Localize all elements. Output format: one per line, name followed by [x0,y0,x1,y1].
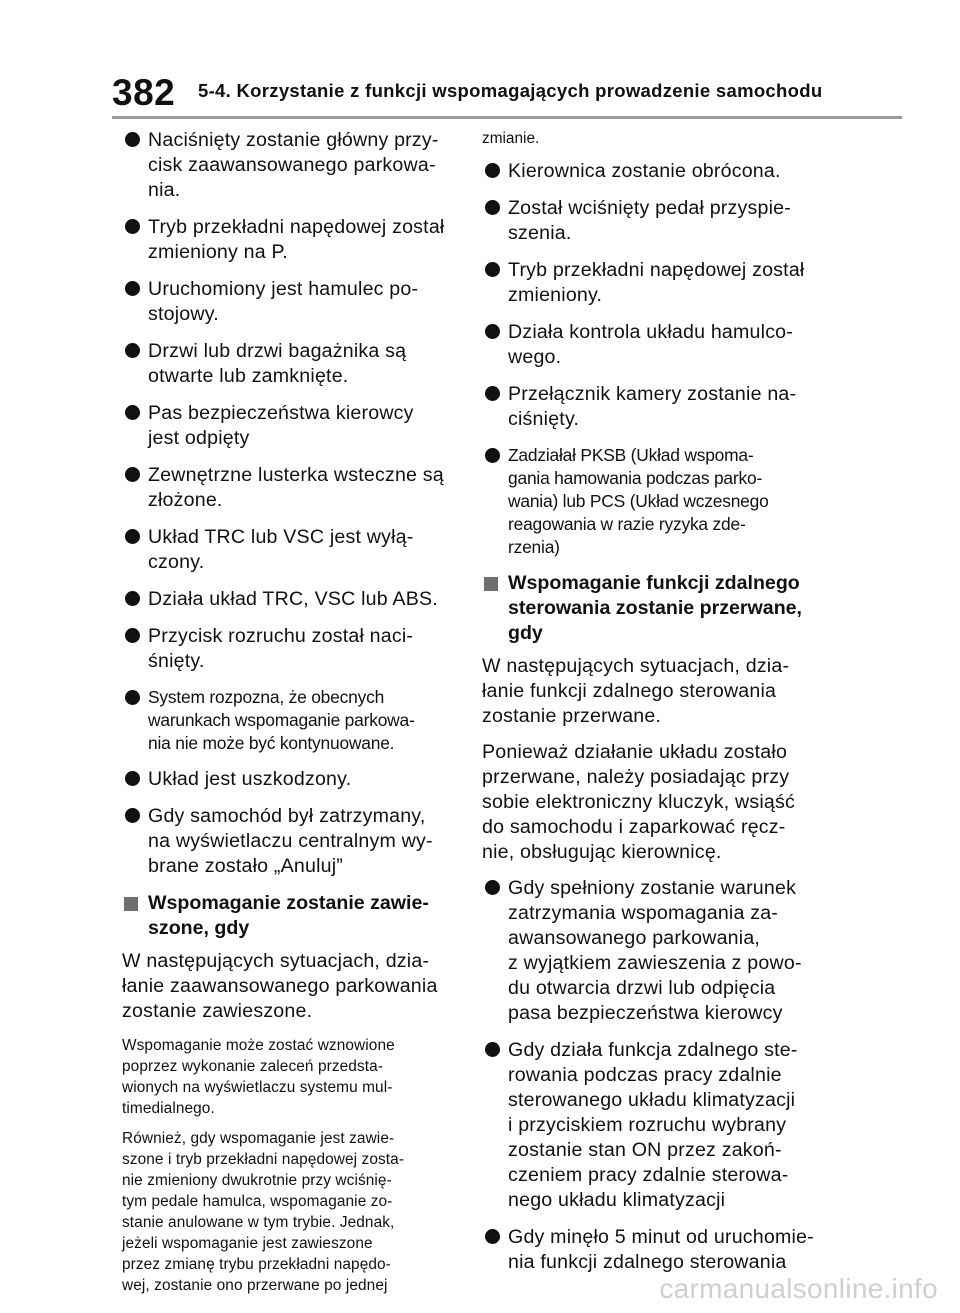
right-column [482,128,814,1287]
bullet-item [122,624,454,674]
bullet-dot-icon [125,771,140,786]
bullet-item [482,382,804,432]
text-line: brane zostało „Anuluj” [148,855,343,877]
text-line: poprzez wykonanie zaleceń przedsta- [122,1058,384,1075]
bullet-dot-icon [485,1042,500,1057]
text-line: sobie elektroniczny kluczyk, wsiąść [482,791,795,813]
text-line: Działa kontrola układu hamulco- [508,321,794,343]
bullet-dot-icon [125,529,140,544]
text-line: ciśnięty. [508,408,580,430]
text-line: warunkach wspomaganie parkowa- [148,710,415,730]
text-line: zatrzymania wspomagania za- [508,902,779,924]
text-line: Tryb przekładni napędowej został [508,259,805,281]
text-line: wania) lub PCS (Układ wczesnego [508,491,769,511]
text-line: z wyjątkiem zawieszenia z powo- [508,952,802,974]
text-line: W następujących sytuacjach, dzia- [482,655,790,677]
text-line: rowania podczas pracy zdalnie [508,1064,782,1086]
text-line: Naciśnięty zostanie główny przy- [148,129,439,151]
bullet-dot-icon [125,467,140,482]
text-line: pasa bezpieczeństwa kierowcy [508,1002,783,1024]
bullet-dot-icon [485,200,500,215]
text-line: stojowy. [148,303,219,325]
bullet-dot-icon [125,808,140,823]
text-line: Wspomaganie zostanie zawie- [148,892,429,914]
text-line: Przełącznik kamery zostanie na- [508,383,797,405]
bullet-item [482,1038,804,1213]
text-line: wej, zostanie ono przerwane po jednej [122,1277,388,1294]
text-line: sterowanego układu klimatyzacji [508,1089,796,1111]
text-line: Kierownica zostanie obrócona. [508,160,781,182]
text-line: czony. [148,551,205,573]
text-line: szone, gdy [148,917,250,939]
text-line: System rozpozna, że obecnych [148,687,385,707]
chapter-title: 5-4. Korzystanie z funkcji wspomagających prowadzenie samochodu [198,80,823,101]
note-paragraph [122,1035,454,1119]
text-line: nie, obsługując kierownicę. [482,841,722,863]
text-line: wego. [508,346,562,368]
note-paragraph [122,1128,454,1296]
text-line: zostanie przerwane. [482,705,662,727]
text-line: gdy [508,622,543,644]
text-line: reagowania w razie ryzyka zde- [508,514,746,534]
bullet-dot-icon [125,219,140,234]
bullet-item [122,128,454,203]
bullet-item [482,159,804,184]
text-line: Układ TRC lub VSC jest wyłą- [148,526,414,548]
bullet-item [122,587,454,612]
bullet-dot-icon [485,448,500,463]
bullet-item [122,215,454,265]
text-line: i przyciskiem rozruchu wybrany [508,1114,787,1136]
text-line: awansowanego parkowania, [508,927,761,949]
text-line: gania hamowania podczas parko- [508,468,763,488]
section-heading [122,891,454,941]
bullet-item [482,1225,814,1275]
text-line: przez zmianę trybu przekładni napędo- [122,1256,391,1273]
bullet-item [122,767,454,792]
text-line: jeżeli wspomaganie jest zawieszone [122,1235,373,1252]
bullet-dot-icon [125,628,140,643]
bullet-dot-icon [485,163,500,178]
text-line: czeniem pracy zdalnie sterowa- [508,1164,789,1186]
text-line: na wyświetlaczu centralnym wy- [148,830,433,852]
text-line: złożone. [148,489,223,511]
text-line: zostanie stan ON przez zakoń- [508,1139,782,1161]
text-line: Został wciśnięty pedał przyspie- [508,197,791,219]
bullet-item [122,339,454,389]
site-watermark: carmanualsonline.info [659,1273,938,1304]
bullet-dot-icon [485,1229,500,1244]
bullet-item [482,320,804,370]
bullet-item [122,401,454,451]
left-column [122,128,454,1305]
bullet-item [482,258,804,308]
text-line: do samochodu i zaparkować ręcz- [482,816,786,838]
bullet-dot-icon [125,281,140,296]
bullet-dot-icon [125,132,140,147]
text-line: Wspomaganie może zostać wznowione [122,1037,395,1054]
heading-square-icon [484,577,498,591]
bullet-dot-icon [125,690,140,705]
text-line: szenia. [508,222,572,244]
page-number: 382 [112,72,176,113]
text-line: Zewnętrzne lusterka wsteczne są [148,464,444,486]
bullet-dot-icon [485,880,500,895]
text-line: Działa układ TRC, VSC lub ABS. [148,588,438,610]
text-line: Zadziałał PKSB (Układ wspoma- [508,445,754,465]
text-line: timedialnego. [122,1100,215,1117]
text-line: cisk zaawansowanego parkowa- [148,154,436,176]
text-line: otwarte lub zamknięte. [148,365,349,387]
bullet-item [122,277,454,327]
bullet-dot-icon [485,386,500,401]
section-heading [482,571,804,646]
text-line: Tryb przekładni napędowej został [148,216,445,238]
bullet-dot-icon [485,262,500,277]
text-line: nia funkcji zdalnego sterowania [508,1251,787,1273]
text-line: łanie funkcji zdalnego sterowania [482,680,777,702]
body-paragraph [122,949,454,1024]
text-line: Również, gdy wspomaganie jest zawie- [122,1130,395,1147]
text-line: przerwane, należy posiadając przy [482,766,790,788]
text-line: sterowania zostanie przerwane, [508,597,803,619]
text-line: Drzwi lub drzwi bagażnika są [148,340,407,362]
text-line: zmieniony. [508,284,603,306]
body-paragraph [482,740,804,865]
bullet-dot-icon [125,343,140,358]
text-line: nia nie może być kontynuowane. [148,733,395,753]
bullet-dot-icon [125,405,140,420]
text-line: Gdy minęło 5 minut od uruchomie- [508,1226,814,1248]
text-line: du otwarcia drzwi lub odpięcia [508,977,776,999]
text-line: nia. [148,179,181,201]
text-line: W następujących sytuacjach, dzia- [122,950,430,972]
text-line: Wspomaganie funkcji zdalnego [508,572,800,594]
text-line: tym pedale hamulca, wspomaganie zo- [122,1193,393,1210]
heading-square-icon [124,897,138,911]
bullet-item [122,463,454,513]
continued-text: zmianie. [482,130,540,147]
bullet-dot-icon [125,591,140,606]
text-line: zostanie zawieszone. [122,1000,313,1022]
text-line: szone i tryb przekładni napędowej zosta- [122,1151,405,1168]
bullet-item [482,444,804,559]
text-line: Gdy samochód był zatrzymany, [148,805,426,827]
text-line: wionych na wyświetlaczu systemu mul- [122,1079,393,1096]
text-line: łanie zaawansowanego parkowania [122,975,438,997]
page-header [112,70,902,119]
text-line: Gdy działa funkcja zdalnego ste- [508,1039,798,1061]
bullet-item [482,876,804,1026]
text-line: Pas bezpieczeństwa kierowcy [148,402,414,424]
text-line: nego układu klimatyzacji [508,1189,726,1211]
text-line: śnięty. [148,650,205,672]
bullet-item [122,804,454,879]
text-line: jest odpięty [148,427,250,449]
text-line: stanie anulowane w tym trybie. Jednak, [122,1214,395,1231]
text-line: Uruchomiony jest hamulec po- [148,278,419,300]
text-line: nie zmieniony dwukrotnie przy wciśnię- [122,1172,392,1189]
text-line: Układ jest uszkodzony. [148,768,352,790]
text-line: rzenia) [508,537,560,557]
text-line: Gdy spełniony zostanie warunek [508,877,797,899]
text-line: zmieniony na P. [148,241,288,263]
bullet-item [122,686,454,755]
bullet-item [482,196,804,246]
text-line: Przycisk rozruchu został naci- [148,625,414,647]
bullet-item [122,525,454,575]
text-line: Ponieważ działanie układu zostało [482,741,788,763]
bullet-dot-icon [485,324,500,339]
body-paragraph [482,654,804,729]
